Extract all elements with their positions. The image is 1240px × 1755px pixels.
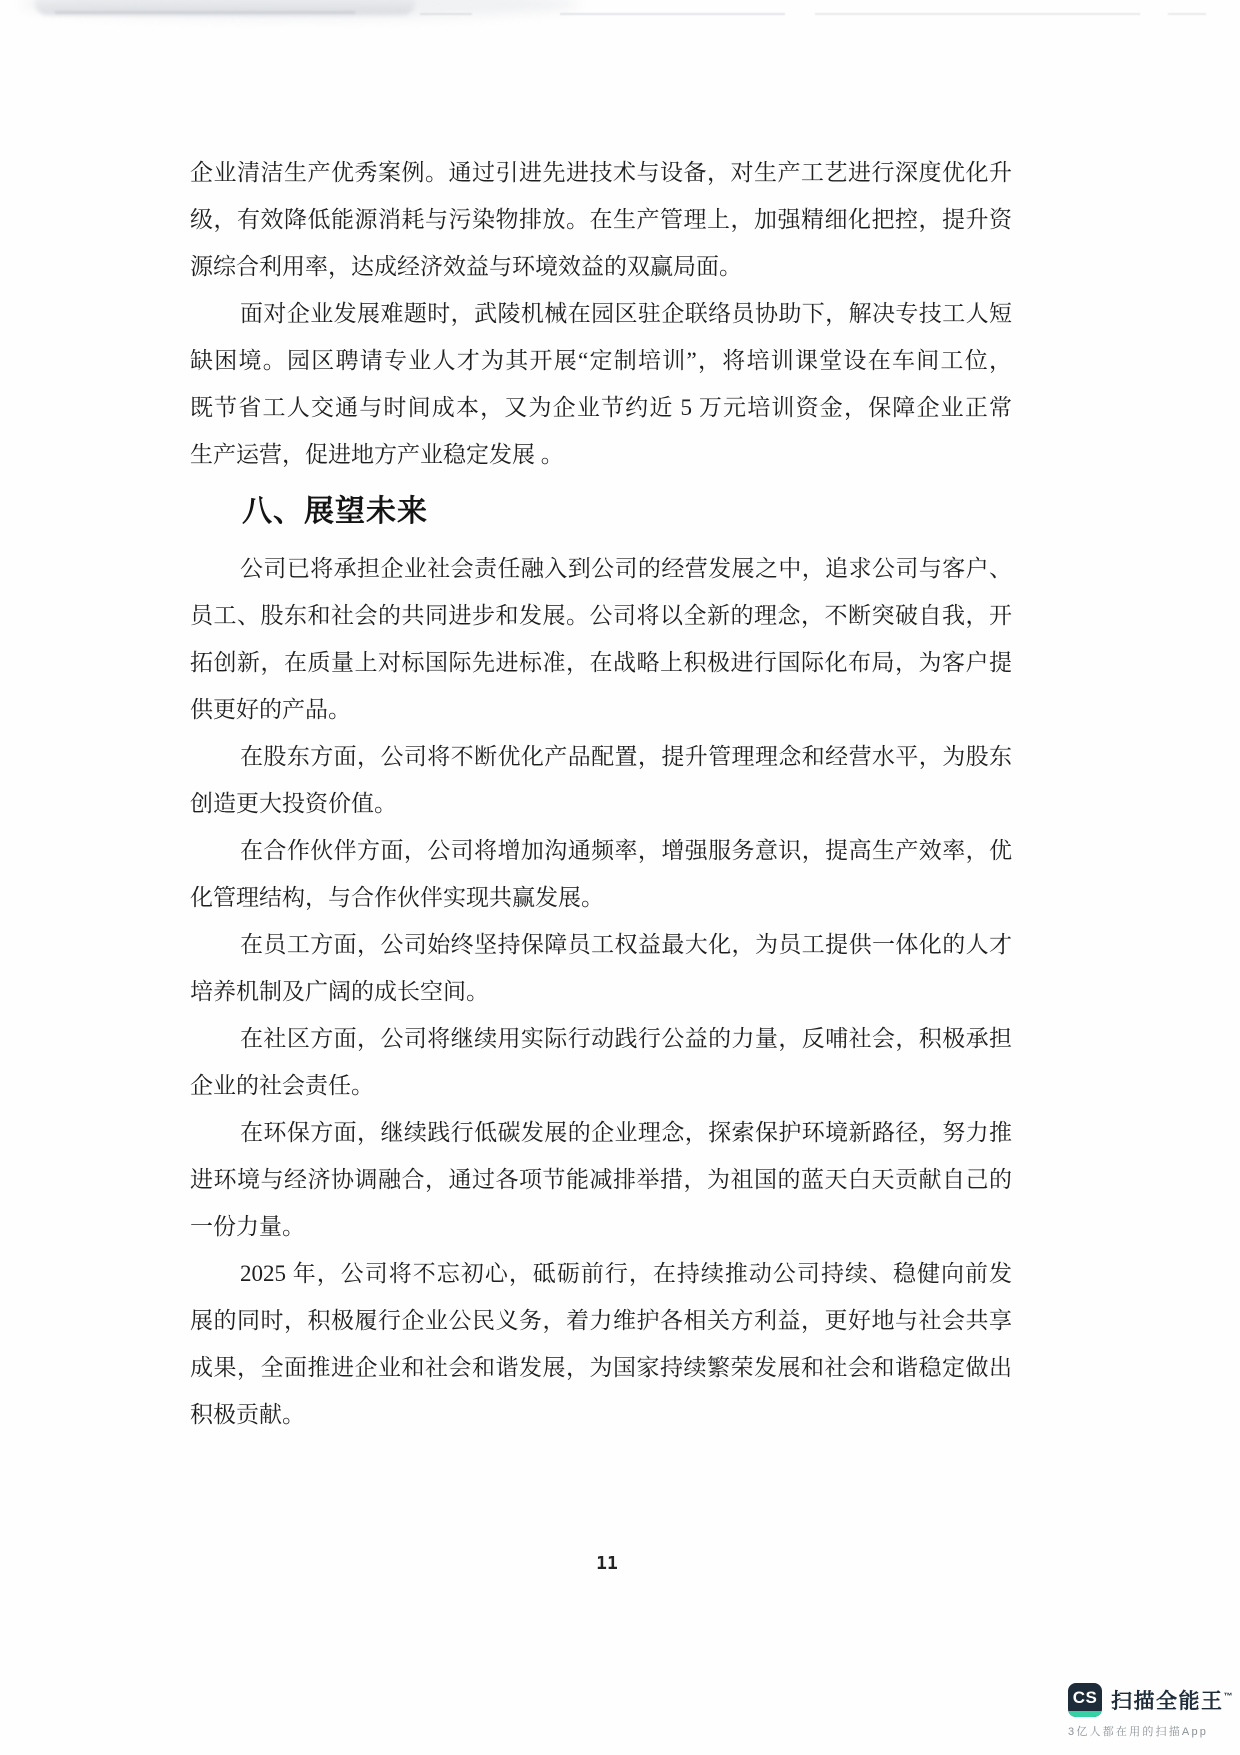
text-line: 企业的社会责任。 xyxy=(190,1073,374,1098)
scan-artifact xyxy=(35,0,415,15)
text-line: 在员工方面，公司始终坚持保障员工权益最大化，为员工提供一体化的人才 xyxy=(240,932,1012,957)
scan-artifact xyxy=(55,11,355,14)
text-line: 既节省工人交通与时间成本，又为企业节约近 5 万元培训资金，保障企业正常 xyxy=(190,395,1012,420)
document-body xyxy=(190,149,1012,1438)
scan-artifact xyxy=(1168,13,1206,15)
app-name-text: 扫描全能王 xyxy=(1111,1690,1224,1713)
text-line: 企业清洁生产优秀案例。通过引进先进技术与设备，对生产工艺进行深度优化升 xyxy=(190,160,1012,185)
text-line: 源综合利用率，达成经济效益与环境效益的双赢局面。 xyxy=(190,254,742,279)
text-line: 在社区方面，公司将继续用实际行动践行公益的力量，反哺社会，积极承担 xyxy=(240,1026,1012,1051)
text-line: 拓创新，在质量上对标国际先进标准，在战略上积极进行国际化布局，为客户提 xyxy=(190,650,1012,675)
scan-artifact xyxy=(20,0,580,18)
scan-artifact xyxy=(815,13,1140,15)
text-line: 级，有效降低能源消耗与污染物排放。在生产管理上，加强精细化把控，提升资 xyxy=(190,207,1012,232)
text-line: 2025 年，公司将不忘初心，砥砺前行，在持续推动公司持续、稳健向前发 xyxy=(240,1261,1012,1286)
trademark-symbol: ™ xyxy=(1223,1691,1233,1701)
camscanner-logo-icon xyxy=(1068,1683,1102,1717)
text-line: 面对企业发展难题时，武陵机械在园区驻企联络员协助下，解决专技工人短 xyxy=(240,301,1012,326)
scan-artifact xyxy=(420,13,472,15)
text-line: 一份力量。 xyxy=(190,1214,305,1239)
camscanner-logo-accent-strip xyxy=(1068,1711,1102,1717)
section-heading: 八、展望未来 xyxy=(242,495,428,528)
text-line: 在股东方面，公司将不断优化产品配置，提升管理理念和经营水平，为股东 xyxy=(240,744,1012,769)
page-number: 11 xyxy=(596,1553,618,1574)
text-line: 积极贡献。 xyxy=(190,1402,305,1427)
camscanner-logo-text: CS xyxy=(1072,1688,1098,1707)
text-line: 公司已将承担企业社会责任融入到公司的经营发展之中，追求公司与客户、 xyxy=(240,556,1012,581)
text-line: 培养机制及广阔的成长空间。 xyxy=(190,979,489,1004)
text-line: 成果，全面推进企业和社会和谐发展，为国家持续繁荣发展和社会和谐稳定做出 xyxy=(190,1355,1012,1380)
text-line: 缺困境。园区聘请专业人才为其开展“定制培训”，将培训课堂设在车间工位， xyxy=(190,348,1012,373)
text-line: 化管理结构，与合作伙伴实现共赢发展。 xyxy=(190,885,604,910)
text-line: 员工、股东和社会的共同进步和发展。公司将以全新的理念，不断突破自我，开 xyxy=(190,603,1012,628)
text-line: 在环保方面，继续践行低碳发展的企业理念，探索保护环境新路径，努力推 xyxy=(240,1120,1012,1145)
scan-artifact xyxy=(560,13,785,15)
text-line: 供更好的产品。 xyxy=(190,697,351,722)
text-line: 在合作伙伴方面，公司将增加沟通频率，增强服务意识，提高生产效率，优 xyxy=(240,838,1012,863)
app-tagline: 3亿人都在用的扫描App xyxy=(1068,1726,1209,1738)
text-line: 生产运营，促进地方产业稳定发展 。 xyxy=(190,442,564,467)
text-line: 创造更大投资价值。 xyxy=(190,791,397,816)
watermark-row xyxy=(1068,1683,1233,1717)
camscanner-watermark xyxy=(1068,1683,1233,1739)
app-name xyxy=(1111,1685,1233,1715)
text-line: 展的同时，积极履行企业公民义务，着力维护各相关方利益，更好地与社会共享 xyxy=(190,1308,1012,1333)
text-line: 进环境与经济协调融合，通过各项节能减排举措，为祖国的蓝天白天贡献自己的 xyxy=(190,1167,1012,1192)
